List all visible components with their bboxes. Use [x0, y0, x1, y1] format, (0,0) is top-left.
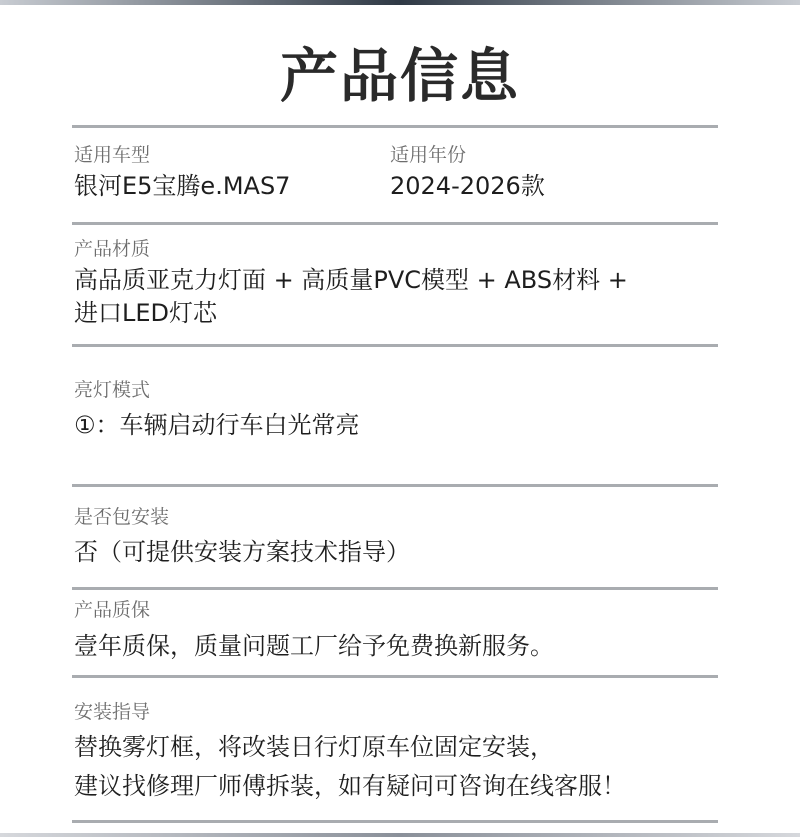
material-label: 产品材质: [74, 238, 151, 260]
page-title: 产品信息: [279, 42, 520, 110]
bottom-gradient-bar: [0, 833, 800, 837]
material-value-line1: 高品质亚克力灯面 + 高质量PVC模型 + ABS材料 +: [74, 266, 628, 294]
vehicle-label: 适用车型: [74, 144, 151, 166]
divider: [72, 675, 718, 678]
divider: [72, 222, 718, 225]
divider: [72, 344, 718, 347]
top-gradient-bar: [0, 0, 800, 5]
warranty-label: 产品质保: [74, 599, 151, 621]
install-guide-line2: 建议找修理厂师傅拆装，如有疑问可咨询在线客服！: [74, 772, 626, 800]
light-mode-value: ①：车辆启动行车白光常亮: [74, 411, 360, 439]
divider: [72, 484, 718, 487]
install-guide-label: 安装指导: [74, 701, 151, 723]
material-value-line2: 进口LED灯芯: [74, 299, 218, 327]
divider-top: [72, 125, 718, 128]
year-value: 2024-2026款: [390, 172, 545, 200]
year-label: 适用年份: [390, 144, 467, 166]
install-included-label: 是否包安装: [74, 506, 170, 528]
vehicle-value: 银河E5宝腾e.MAS7: [74, 172, 291, 200]
divider: [72, 587, 718, 590]
divider-bottom: [72, 820, 718, 823]
warranty-value: 壹年质保，质量问题工厂给予免费换新服务。: [74, 632, 554, 660]
light-mode-label: 亮灯模式: [74, 379, 151, 401]
install-guide-line1: 替换雾灯框，将改装日行灯原车位固定安装，: [74, 733, 554, 761]
install-included-value: 否（可提供安装方案技术指导）: [74, 538, 410, 566]
